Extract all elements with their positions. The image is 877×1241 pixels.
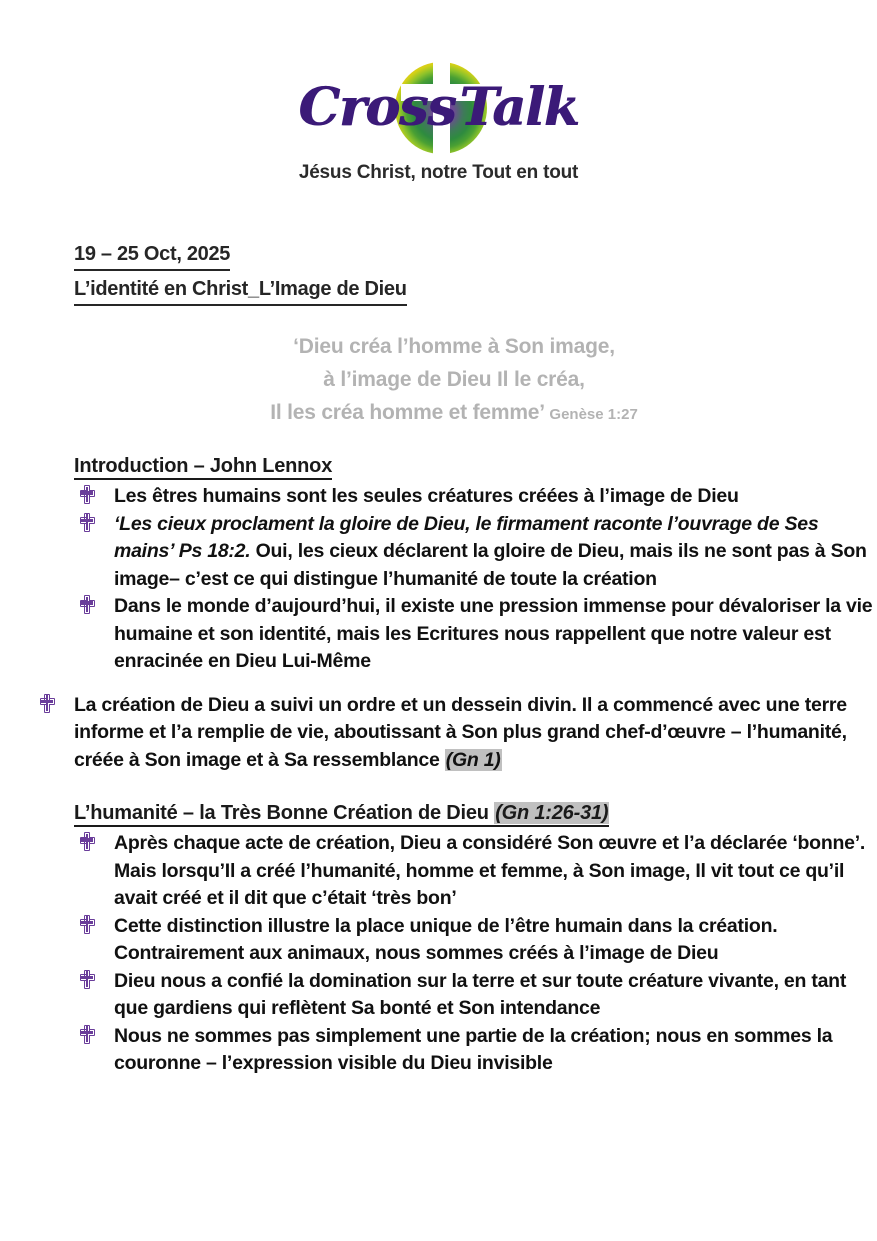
document-header bbox=[74, 240, 834, 306]
bullet-marker bbox=[78, 832, 96, 854]
text-run: Cette distinction illustre la place unique de l’être humain dans la création. Contrairement aux animaux, nous sommes créés à l’image de Dieu bbox=[114, 914, 778, 964]
brand-tagline: Jésus Christ, notre Tout en tout bbox=[298, 162, 579, 183]
text-run: Après chaque acte de création, Dieu a considéré Son œuvre et l’a déclarée ‘bonne’. Mais lorsqu’Il a créé l’humanité, homme et femme, à Son image, Il vit tout ce qu’il avait créé et il dit que c’était ‘très bon’ bbox=[114, 832, 866, 909]
section-heading-text: Introduction – John Lennox bbox=[74, 455, 332, 480]
bullet-item bbox=[0, 830, 877, 913]
bullet-text bbox=[114, 915, 777, 965]
logo-word-cross: Cross bbox=[298, 77, 456, 138]
bullet-list bbox=[0, 830, 877, 1078]
brand-logo bbox=[0, 60, 877, 163]
cross-bullet-icon bbox=[80, 485, 95, 504]
section-heading-text: L’humanité – la Très Bonne Création de Dieu (Gn 1:26-31) bbox=[74, 802, 609, 827]
section-spacer bbox=[0, 676, 877, 692]
bullet-text bbox=[114, 832, 865, 909]
bullet-text bbox=[114, 513, 867, 590]
epigraph-line-1: ‘Dieu créa l’homme à Son image, bbox=[293, 335, 615, 358]
cross-bullet-icon bbox=[40, 694, 55, 713]
logo-word-talk: Talk bbox=[459, 77, 579, 138]
section-spacer bbox=[0, 774, 877, 802]
text-run: Dieu nous a confié la domination sur la terre et sur toute créature vivante, en tant que gardiens qui reflètent Sa bonté et Son intendance bbox=[114, 969, 847, 1019]
title-row bbox=[74, 271, 834, 306]
section-heading bbox=[74, 455, 877, 480]
bullet-item bbox=[0, 1023, 877, 1078]
epigraph-line-2: à l’image de Dieu Il le créa, bbox=[323, 368, 585, 391]
bullet-item bbox=[0, 913, 877, 968]
bullet-text bbox=[114, 595, 872, 672]
bullet-marker bbox=[78, 513, 96, 535]
bullet-text bbox=[114, 970, 846, 1020]
bullet-item bbox=[0, 593, 877, 676]
bullet-text bbox=[114, 1025, 832, 1075]
bullet-list bbox=[0, 692, 877, 775]
logo-wordmark bbox=[289, 68, 589, 148]
bullet-text bbox=[74, 694, 847, 771]
scripture-quote: ‘Les cieux proclament la gloire de Dieu, le firmament raconte l’ouvrage de Ses mains’ Ps 18:2. bbox=[114, 512, 819, 562]
cross-bullet-icon bbox=[80, 1025, 95, 1044]
bullet-marker bbox=[78, 485, 96, 507]
bullet-marker bbox=[78, 1025, 96, 1047]
bullet-marker bbox=[78, 595, 96, 617]
bullet-list bbox=[0, 483, 877, 676]
bullet-marker bbox=[38, 694, 56, 716]
bullet-item bbox=[0, 692, 877, 775]
text-run: Nous ne sommes pas simplement une partie de la création; nous en sommes la couronne – l’expression visible du Dieu invisible bbox=[114, 1024, 833, 1074]
epigraph-reference: Genèse 1:27 bbox=[549, 406, 638, 423]
section-heading bbox=[74, 802, 877, 827]
bullet-item bbox=[0, 511, 877, 594]
cross-bullet-icon bbox=[80, 595, 95, 614]
text-run: Oui, les cieux déclarent la gloire de Dieu, mais ils ne sont pas à Son image– c’est ce qui distingue l’humanité de toute la création bbox=[114, 540, 867, 590]
cross-bullet-icon bbox=[80, 915, 95, 934]
logo-artwork bbox=[289, 60, 589, 158]
bullet-marker bbox=[78, 970, 96, 992]
text-run: Dans le monde d’aujourd’hui, il existe une pression immense pour dévaloriser la vie humaine et son identité, mais les Ecritures nous rappellent que notre valeur est enracinée en Dieu Lui-Même bbox=[114, 595, 873, 672]
date-range: 19 – 25 Oct, 2025 bbox=[74, 240, 230, 271]
page-title: L’identité en Christ_L’Image de Dieu bbox=[74, 275, 407, 306]
text-run: La création de Dieu a suivi un ordre et un dessein divin. Il a commencé avec une terre informe et l’a remplie de vie, aboutissant à Son plus grand chef-d’œuvre – l’humanité, créée à Son image et à Sa ressemblance bbox=[74, 693, 847, 771]
scripture-epigraph bbox=[74, 330, 834, 431]
cross-bullet-icon bbox=[80, 513, 95, 532]
cross-bullet-icon bbox=[80, 832, 95, 851]
epigraph-line-3 bbox=[74, 396, 834, 431]
bullet-item bbox=[0, 968, 877, 1023]
bullet-item bbox=[0, 483, 877, 511]
scripture-reference-badge: (Gn 1:26-31) bbox=[495, 802, 609, 824]
cross-bullet-icon bbox=[80, 970, 95, 989]
text-run: Les êtres humains sont les seules créatures créées à l’image de Dieu bbox=[114, 485, 739, 507]
epigraph-line-3-text: Il les créa homme et femme’ bbox=[270, 401, 544, 424]
document-body bbox=[0, 455, 877, 1078]
scripture-reference-badge: (Gn 1) bbox=[445, 748, 501, 771]
bullet-text bbox=[114, 485, 739, 507]
date-row bbox=[74, 240, 834, 271]
bullet-marker bbox=[78, 915, 96, 937]
